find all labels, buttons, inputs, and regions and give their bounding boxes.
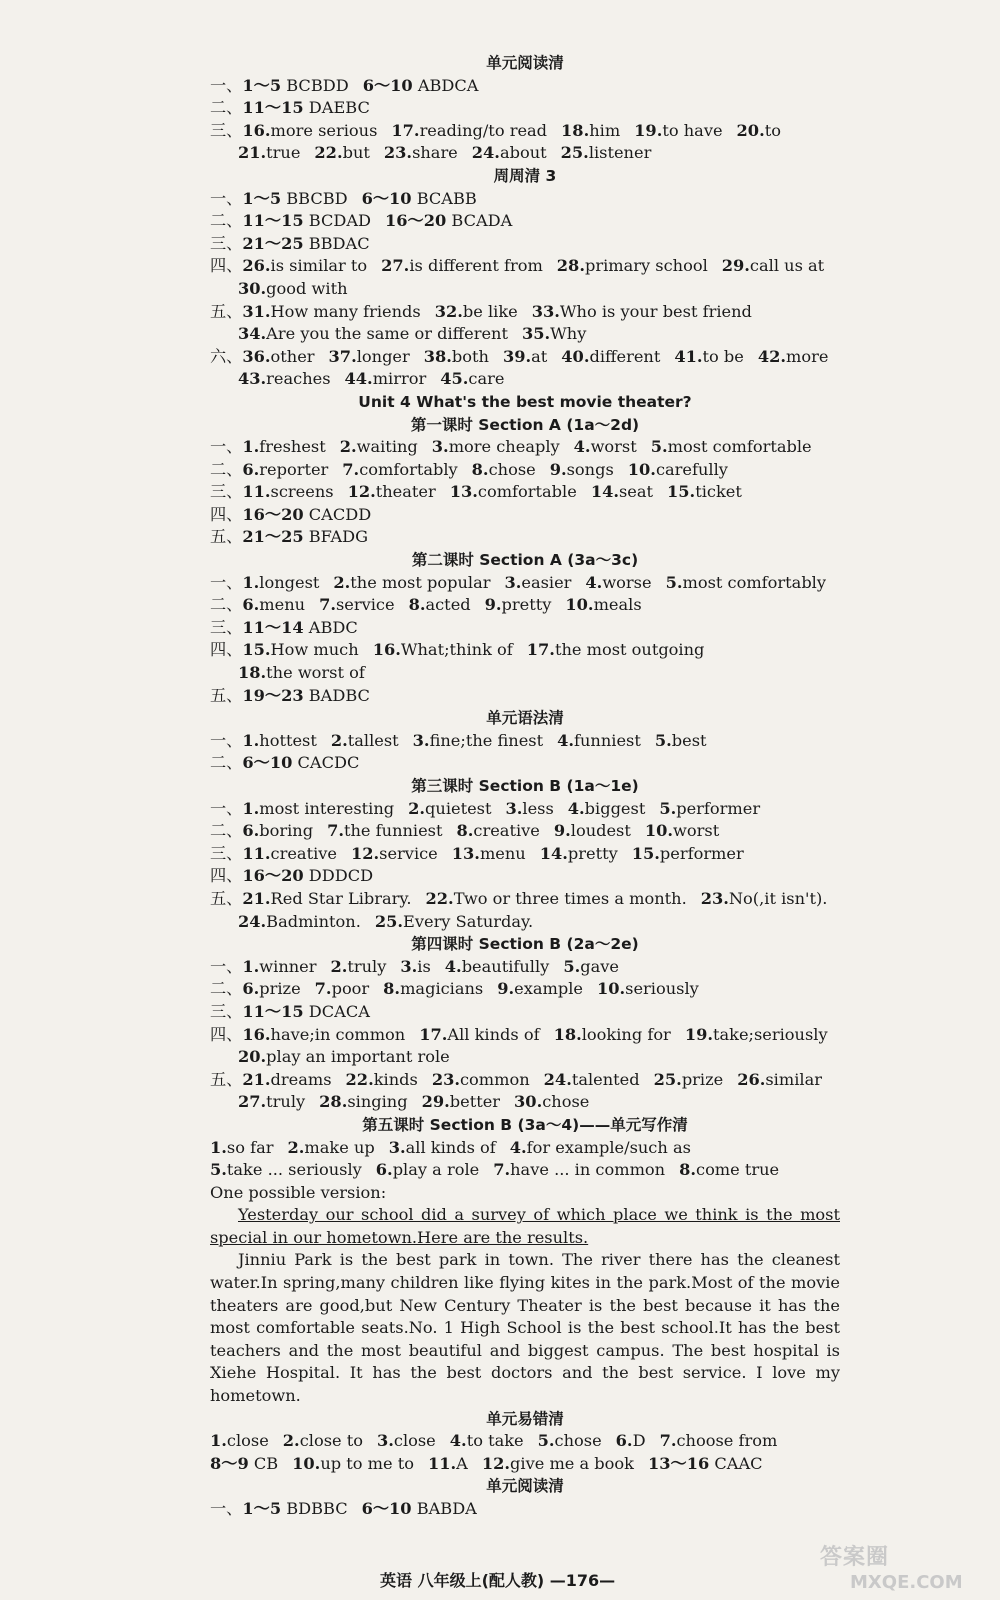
answer-item: 11.creative (242, 843, 337, 863)
answer-item: 9.loudest (553, 821, 631, 841)
answer-item: 37.longer (328, 346, 410, 366)
version-label: One possible version: (210, 1182, 387, 1202)
answer-item: 4.worse (585, 572, 652, 592)
answer-line (210, 1069, 840, 1092)
answer-item: 11～14 ABDC (242, 617, 358, 637)
answer-item: 3.more cheaply (431, 437, 560, 457)
answer-line (210, 97, 840, 120)
answer-item: 5.most comfortably (665, 572, 826, 592)
answer-item: 30.chose (514, 1092, 590, 1112)
answer-item: 17.All kinds of (419, 1024, 540, 1044)
part-label: 四、 (210, 866, 243, 886)
answer-item: 16.more serious (242, 120, 378, 140)
answer-item: 21.dreams (242, 1069, 332, 1089)
answer-item: 7.comfortably (342, 459, 458, 479)
answer-item: 12.service (351, 843, 438, 863)
answer-item: 29.better (421, 1092, 501, 1112)
answer-item: 22.but (314, 143, 370, 163)
answer-item: 2.quietest (408, 798, 492, 818)
answer-item: 6～10 ABDCA (362, 75, 479, 95)
answer-item: 6.menu (242, 595, 306, 615)
answer-item: 3.easier (504, 572, 572, 592)
answer-item: 7.choose from (659, 1431, 778, 1451)
answer-item: 6.D (615, 1431, 646, 1451)
part-label: 五、 (210, 301, 243, 321)
answer-item: 6～10 BCABB (361, 188, 477, 208)
answer-item: 41.to be (674, 346, 744, 366)
answer-item: 21.Red Star Library. (242, 888, 412, 908)
answer-item: 10.up to me to (292, 1453, 414, 1473)
answer-line-continued (210, 323, 840, 346)
answer-item: 1.longest (242, 572, 320, 592)
answer-item: 36.other (242, 346, 315, 366)
answer-item: 11～15 DCACA (242, 1001, 370, 1021)
part-label: 一、 (210, 956, 243, 976)
answer-line (210, 120, 840, 143)
section-heading: 单元语法清 (486, 709, 564, 728)
answer-item: 7.have ... in common (493, 1160, 666, 1180)
answer-item: 13.comfortable (449, 482, 577, 502)
answer-item: 2.the most popular (333, 572, 491, 592)
answer-line (210, 1430, 840, 1453)
answer-item: 1.winner (242, 956, 317, 976)
answer-item: 10.meals (565, 595, 642, 615)
answer-line (210, 1453, 840, 1476)
answer-line (210, 865, 840, 888)
answer-item: 8～9 CB (210, 1453, 279, 1473)
answer-item: 4.worst (573, 437, 637, 457)
answer-item: 22.kinds (345, 1069, 418, 1089)
answer-item: 9.example (497, 979, 583, 999)
answer-item: 16.What;think of (372, 640, 513, 660)
part-label: 二、 (210, 98, 243, 118)
answer-line (210, 978, 840, 1001)
answer-item: 30.good with (238, 278, 348, 298)
answer-line (210, 75, 840, 98)
answer-line (210, 459, 840, 482)
section-heading: 第三课时 Section B (1a～1e) (411, 777, 639, 795)
answer-item: 8.acted (408, 595, 471, 615)
answer-item: 8.come true (679, 1160, 780, 1180)
answer-item: 7.poor (314, 979, 370, 999)
section-heading: 第一课时 Section A (1a～2d) (410, 415, 640, 434)
answer-item: 20.to (736, 120, 781, 140)
answer-line (210, 685, 840, 708)
answer-item: 5.best (654, 730, 707, 750)
answer-item: 10.carefully (627, 459, 728, 479)
answer-item: 1～5 BBCBD (242, 188, 348, 208)
answer-line (210, 255, 840, 278)
section-heading: 第五课时 Section B (3a～4)——单元写作清 (362, 1115, 688, 1134)
part-label: 一、 (210, 798, 243, 818)
answer-item: 40.different (561, 346, 661, 366)
part-label: 二、 (210, 595, 243, 615)
answer-item: 6.play a role (375, 1160, 480, 1180)
answer-line (210, 594, 840, 617)
part-label: 四、 (210, 504, 243, 524)
answer-line (210, 504, 840, 527)
answer-item: 13.menu (451, 843, 526, 863)
answer-item: 26.similar (737, 1069, 822, 1089)
answer-item: 43.reaches (238, 369, 331, 389)
part-label: 二、 (210, 821, 243, 841)
answer-item: 15.performer (631, 843, 744, 863)
page-footer: 英语 八年级上(配人教) —176— (380, 1571, 616, 1590)
answer-item: 18.the worst of (238, 663, 365, 683)
answer-item: 14.seat (590, 482, 654, 502)
answer-line (210, 346, 840, 369)
answer-item: 1.most interesting (242, 798, 395, 818)
answer-item: 3.less (505, 798, 554, 818)
part-label: 三、 (210, 482, 243, 502)
answer-item: 17.the most outgoing (526, 640, 705, 660)
part-label: 五、 (210, 1069, 243, 1089)
part-label: 一、 (210, 730, 243, 750)
answer-item: 31.How many friends (242, 301, 421, 321)
part-label: 三、 (210, 1001, 243, 1021)
answer-item: 6～10 BABDA (361, 1499, 477, 1518)
answer-item: 21～25 BBDAC (242, 233, 370, 253)
answer-item: 5.most comfortable (650, 437, 812, 457)
section-heading: 周周清 3 (493, 166, 557, 185)
answer-line (210, 639, 840, 662)
part-label: 一、 (210, 188, 243, 208)
answer-item: 6～10 CACDC (242, 753, 360, 773)
answer-item: 27.is different from (381, 256, 543, 276)
part-label: 五、 (210, 685, 243, 705)
answer-item: 28.primary school (556, 256, 708, 276)
answer-item: 18.him (561, 120, 621, 140)
answer-line (210, 233, 840, 256)
section-heading: Unit 4 What's the best movie theater? (358, 392, 692, 411)
answer-item: 15.ticket (667, 482, 742, 502)
answer-item: 2.tallest (330, 730, 399, 750)
answer-item: 1.hottest (242, 730, 317, 750)
answer-line (210, 210, 840, 233)
answer-item: 5.chose (537, 1431, 602, 1451)
answer-item: 1～5 BDBBC (242, 1499, 348, 1518)
part-label: 四、 (210, 256, 243, 276)
answer-item: 3.close (376, 1431, 436, 1451)
answer-line (210, 188, 840, 211)
answer-item: 4.funniest (557, 730, 641, 750)
answer-item: 7.the funniest (327, 821, 443, 841)
answer-item: 6.boring (242, 821, 314, 841)
answer-item: 23.share (383, 143, 458, 163)
answer-line (210, 617, 840, 640)
essay-intro-text: Yesterday our school did a survey of which place we think is the most special in our hometown.Here are the results. (210, 1205, 840, 1247)
answer-line (210, 956, 840, 979)
answer-item: 1.so far (210, 1137, 274, 1157)
answer-item: 23.common (431, 1069, 530, 1089)
answer-item: 8.creative (456, 821, 540, 841)
answer-item: 5.take ... seriously (210, 1160, 362, 1180)
answer-line-continued (210, 1046, 840, 1069)
answer-item: 25.Every Saturday. (374, 911, 534, 931)
answer-item: 5.performer (659, 798, 761, 818)
answer-item: 27.truly (238, 1092, 306, 1112)
part-label: 六、 (210, 346, 243, 366)
answer-item: 16～20 BCADA (385, 211, 513, 231)
essay-body (210, 1249, 840, 1407)
answer-item: 10.seriously (597, 979, 699, 999)
answer-item: 24.Badminton. (238, 911, 361, 931)
answer-item: 4.biggest (567, 798, 646, 818)
answer-item: 6.reporter (242, 459, 329, 479)
section-heading: 单元易错清 (486, 1409, 564, 1428)
answer-item: 25.prize (653, 1069, 724, 1089)
answer-line (210, 752, 840, 775)
section-heading: 单元阅读清 (486, 1477, 564, 1496)
answer-item: 19.to have (634, 120, 723, 140)
answer-item: 16～20 CACDD (242, 504, 372, 524)
answer-item: 26.is similar to (242, 256, 368, 276)
section-heading: 第二课时 Section A (3a～3c) (411, 551, 639, 570)
answer-item: 13～16 CAAC (647, 1453, 763, 1473)
answer-item: 23.No(,it isn't). (700, 888, 828, 908)
answer-line (210, 1137, 840, 1160)
answer-item: 25.listener (560, 143, 652, 163)
part-label: 二、 (210, 459, 243, 479)
answer-item: 11～15 DAEBC (242, 98, 370, 118)
answer-item: 8.magicians (383, 979, 484, 999)
answer-item: 12.theater (347, 482, 436, 502)
answer-item: 4.for example/such as (509, 1137, 691, 1157)
answer-item: 10.worst (644, 821, 720, 841)
answer-item: 3.is (400, 956, 431, 976)
answer-line (210, 843, 840, 866)
essay-intro (210, 1204, 840, 1249)
part-label: 二、 (210, 979, 243, 999)
answer-item: 24.talented (543, 1069, 640, 1089)
answer-line (210, 798, 840, 821)
answer-item: 7.service (319, 595, 395, 615)
part-label: 一、 (210, 572, 243, 592)
part-label: 一、 (210, 437, 243, 457)
watermark-url: MXQE.COM (850, 1572, 963, 1593)
answer-item: 12.give me a book (481, 1453, 634, 1473)
section-heading: 单元阅读清 (486, 54, 564, 72)
answer-item: 5.gave (563, 956, 619, 976)
answer-item: 2.waiting (339, 437, 418, 457)
answer-line (210, 888, 840, 911)
answer-item: 16～20 DDDCD (242, 866, 374, 886)
answer-item: 17.reading/to read (391, 120, 548, 140)
answer-line (210, 820, 840, 843)
part-label: 三、 (210, 120, 243, 140)
part-label: 二、 (210, 211, 243, 231)
part-label: 五、 (210, 888, 243, 908)
answer-item: 19.take;seriously (684, 1024, 828, 1044)
answer-item: 21.true (238, 143, 301, 163)
answer-item: 34.Are you the same or different (238, 324, 508, 344)
answer-item: 3.all kinds of (388, 1137, 496, 1157)
answer-item: 21～25 BFADG (242, 527, 369, 547)
answer-line (210, 730, 840, 753)
answer-item: 44.mirror (344, 369, 427, 389)
answer-item: 2.truly (330, 956, 387, 976)
answer-item: 4.to take (449, 1431, 524, 1451)
answer-item: 9.pretty (484, 595, 552, 615)
answer-item: 24.about (471, 143, 547, 163)
answer-item: 9.songs (549, 459, 614, 479)
answer-item: 2.make up (287, 1137, 375, 1157)
answer-line-continued (210, 662, 840, 685)
answer-item: 6.prize (242, 979, 301, 999)
answer-item: 35.Why (521, 324, 587, 344)
answer-item: 1.close (210, 1431, 269, 1451)
answer-item: 2.close to (282, 1431, 363, 1451)
answer-item: 1～5 BCBDD (242, 75, 349, 95)
answer-item: 4.beautifully (444, 956, 550, 976)
answer-item: 22.Two or three times a month. (425, 888, 687, 908)
answer-line (210, 1001, 840, 1024)
answer-item: 16.have;in common (242, 1024, 406, 1044)
answer-item: 19～23 BADBC (242, 685, 370, 705)
answer-item: 11.A (427, 1453, 468, 1473)
answer-line (210, 1498, 840, 1521)
answer-item: 20.play an important role (238, 1047, 450, 1067)
essay-body-text: Jinniu Park is the best park in town. The river there has the cleanest water.In spring,many children like flying kites in the park.Most of the movie theaters are good,but New Century Theater is the best because it has the most comfortable seats.No. 1 High School is the best school.It has the best teachers and the most beautiful and biggest campus. The best hospital is Xiehe Hospital. It has the best doctors and the best service. I love my hometown. (210, 1250, 840, 1406)
part-label: 四、 (210, 1024, 243, 1044)
answer-item: 11～15 BCDAD (242, 211, 371, 231)
answer-item: 39.at (502, 346, 548, 366)
section-heading: 第四课时 Section B (2a～2e) (411, 935, 639, 954)
answer-line (210, 301, 840, 324)
answer-item: 3.fine;the finest (412, 730, 544, 750)
answer-item: 33.Who is your best friend (531, 301, 752, 321)
part-label: 四、 (210, 640, 243, 660)
answer-line-continued (210, 142, 840, 165)
answer-item: 18.looking for (553, 1024, 671, 1044)
answer-item: 42.more (757, 346, 829, 366)
answer-line-continued (210, 368, 840, 391)
answer-page (210, 52, 840, 1521)
part-label: 一、 (210, 75, 243, 95)
answer-item: 14.pretty (539, 843, 618, 863)
answer-line (210, 481, 840, 504)
answer-item: 28.singing (319, 1092, 408, 1112)
answer-line (210, 1159, 840, 1182)
answer-item: 45.care (440, 369, 505, 389)
watermark-logo: 答案圈 (820, 1545, 890, 1570)
answer-line (210, 526, 840, 549)
part-label: 二、 (210, 753, 243, 773)
part-label: 一、 (210, 1499, 243, 1518)
answer-item: 29.call us at (721, 256, 825, 276)
part-label: 五、 (210, 527, 243, 547)
answer-item: 1.freshest (242, 437, 326, 457)
answer-item: 32.be like (434, 301, 518, 321)
answer-item: 15.How much (242, 640, 359, 660)
answer-line (210, 572, 840, 595)
answer-item: 8.chose (471, 459, 536, 479)
part-label: 三、 (210, 233, 243, 253)
answer-line-continued (210, 1091, 840, 1114)
answer-line-continued (210, 911, 840, 934)
part-label: 三、 (210, 617, 243, 637)
answer-line (210, 436, 840, 459)
answer-item: 11.screens (242, 482, 334, 502)
part-label: 三、 (210, 843, 243, 863)
answer-item: 38.both (423, 346, 489, 366)
answer-line (210, 1024, 840, 1047)
answer-line-continued (210, 278, 840, 301)
